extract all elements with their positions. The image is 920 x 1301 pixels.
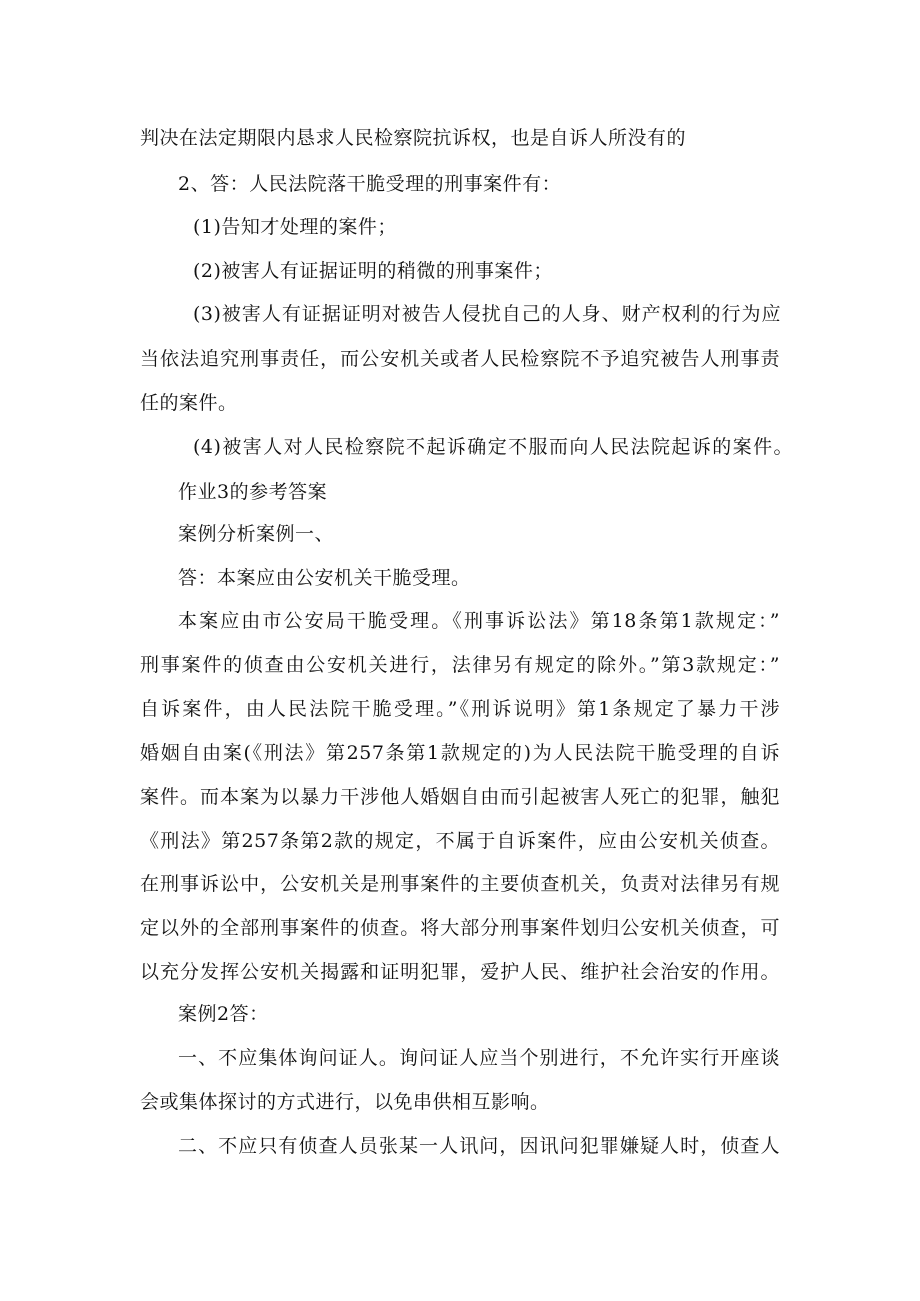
text-line-4: (2)被害人有证据证明的稍微的刑事案件； xyxy=(193,260,553,282)
text-line-18: 在刑事诉讼中，公安机关是刑事案件的主要侦查机关，负责对法律另有规 xyxy=(140,873,780,895)
text-line-15: 婚姻自由案(《刑法》第257条第1款规定的)为人民法院干脆受理的自诉 xyxy=(140,742,780,764)
text-line-16: 案件。而本案为以暴力干涉他人婚姻自由而引起被害人死亡的犯罪，触犯 xyxy=(140,786,780,808)
text-line-23: 会或集体探讨的方式进行，以免串供相互影响。 xyxy=(140,1091,550,1113)
text-line-1: 判决在法定期限内恳求人民检察院抗诉权，也是自诉人所没有的 xyxy=(140,127,687,149)
text-line-20: 以充分发挥公安机关揭露和证明犯罪，爱护人民、维护社会治安的作用。 xyxy=(140,961,780,983)
text-line-19: 定以外的全部刑事案件的侦查。将大部分刑事案件划归公安机关侦查，可 xyxy=(140,917,780,939)
text-line-11: 答：本案应由公安机关干脆受理。 xyxy=(178,567,471,589)
text-line-7: 任的案件。 xyxy=(140,392,238,414)
text-line-5: (3)被害人有证据证明对被告人侵扰自己的人身、财产权利的行为应 xyxy=(193,303,781,325)
text-line-9: 作业3的参考答案 xyxy=(178,481,328,503)
text-line-3: (1)告知才处理的案件； xyxy=(193,216,397,238)
text-line-2: 2、答：人民法院落干脆受理的刑事案件有： xyxy=(178,173,562,195)
text-line-22: 一、不应集体询问证人。询问证人应当个别进行，不允许实行开座谈 xyxy=(178,1047,780,1069)
text-line-17: 《刑法》第257条第2款的规定，不属于自诉案件，应由公安机关侦查。 xyxy=(140,830,780,852)
text-line-24: 二、不应只有侦查人员张某一人讯问，因讯问犯罪嫌疑人时，侦查人 xyxy=(178,1135,780,1157)
text-line-10: 案例分析案例一、 xyxy=(178,523,335,545)
text-line-14: 自诉案件，由人民法院干脆受理。”《刑诉说明》第1条规定了暴力干涉 xyxy=(140,698,780,720)
text-line-6: 当依法追究刑事责任，而公安机关或者人民检察院不予追究被告人刑事责 xyxy=(140,348,780,370)
text-line-13: 刑事案件的侦查由公安机关进行，法律另有规定的除外。”第3款规定：” xyxy=(140,654,780,676)
text-line-12: 本案应由市公安局干脆受理。《刑事诉讼法》第18条第1款规定：” xyxy=(178,610,780,632)
text-line-21: 案例2答： xyxy=(178,1003,269,1025)
text-line-8: (4)被害人对人民检察院不起诉确定不服而向人民法院起诉的案件。 xyxy=(193,436,793,458)
